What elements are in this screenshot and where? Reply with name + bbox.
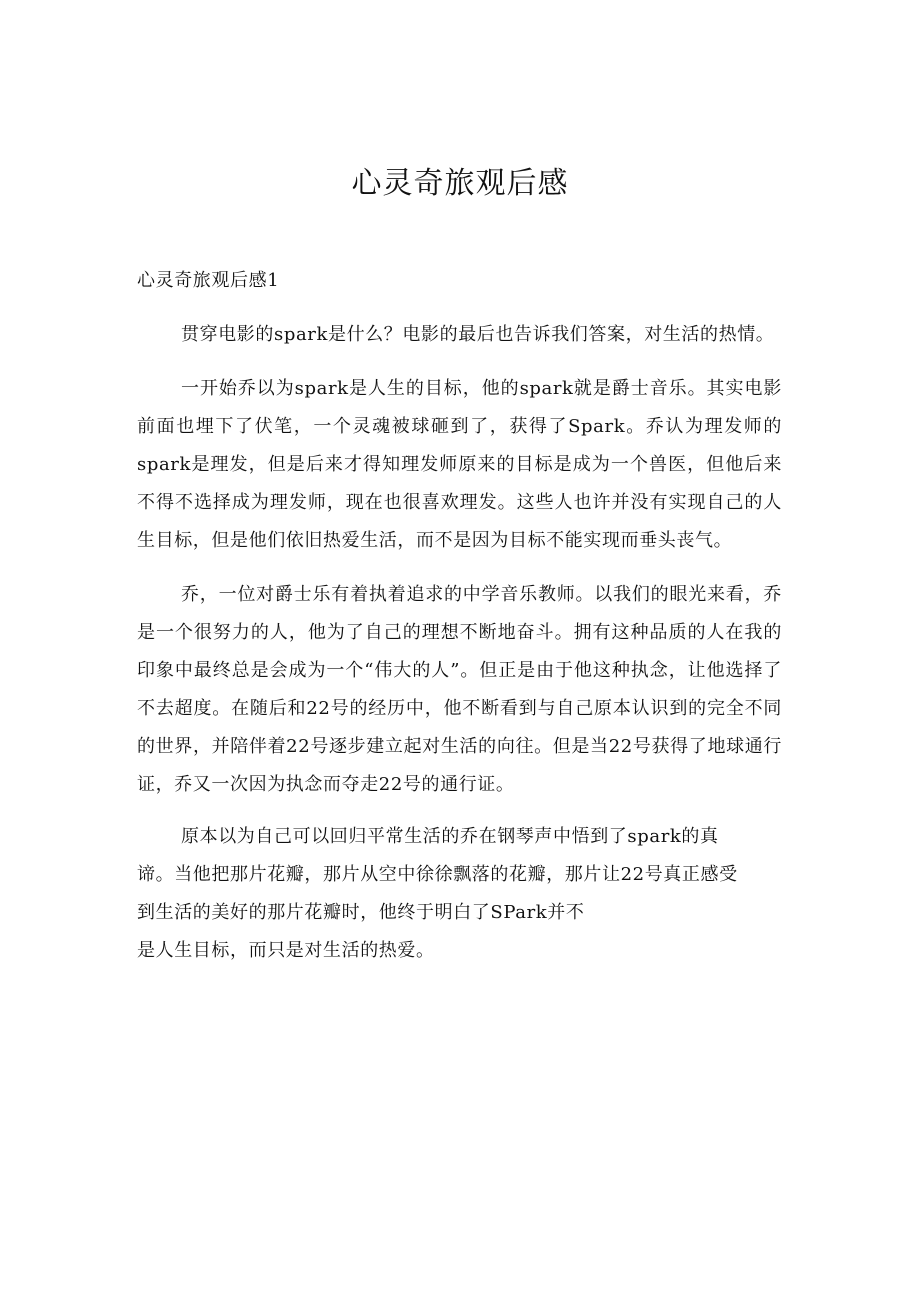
paragraph-4-line-4: 是人生目标，而只是对生活的热爱。 [137, 940, 435, 961]
paragraph-4-line-3: 到生活的美好的那片花瓣时，他终于明白了SPark并不 [137, 902, 585, 923]
document-body [137, 262, 782, 970]
paragraph-2: 一开始乔以为spark是人生的目标，他的spark就是爵士音乐。其实电影前面也埋下了伏笔，一个灵魂被球砸到了，获得了Spark。乔认为理发师的spark是理发，但是后来才得知理发师原来的目标是成为一个兽医，但他后来不得不选择成为理发师，现在也很喜欢理发。这些人也许并没有实现自己的人生目标，但是他们依旧热爱生活，而不是因为目标不能实现而垂头丧气。 [137, 378, 782, 551]
paragraph-3: 乔，一位对爵士乐有着执着追求的中学音乐教师。以我们的眼光来看，乔是一个很努力的人，他为了自己的理想不断地奋斗。拥有这种品质的人在我的印象中最终总是会成为一个“伟大的人”。但正是由于他这种执念，让他选择了不去超度。在随后和22号的经历中，他不断看到与自己原本认识到的完全不同的世界，并陪伴着22号逐步建立起对生活的向往。但是当22号获得了地球通行证，乔又一次因为执念而夺走22号的通行证。 [137, 584, 782, 795]
section-heading: 心灵奇旅观后感1 [137, 270, 280, 291]
paragraph-4-line-1: 原本以为自己可以回归平常生活的乔在钢琴声中悟到了spark的真 [181, 826, 719, 847]
paragraph-4 [137, 818, 782, 970]
document-title: 心灵奇旅观后感 [351, 166, 569, 201]
paragraph-4-line-2: 谛。当他把那片花瓣，那片从空中徐徐飘落的花瓣，那片让22号真正感受 [137, 864, 738, 885]
paragraph-1: 贯穿电影的spark是什么？电影的最后也告诉我们答案，对生活的热情。 [181, 324, 775, 345]
